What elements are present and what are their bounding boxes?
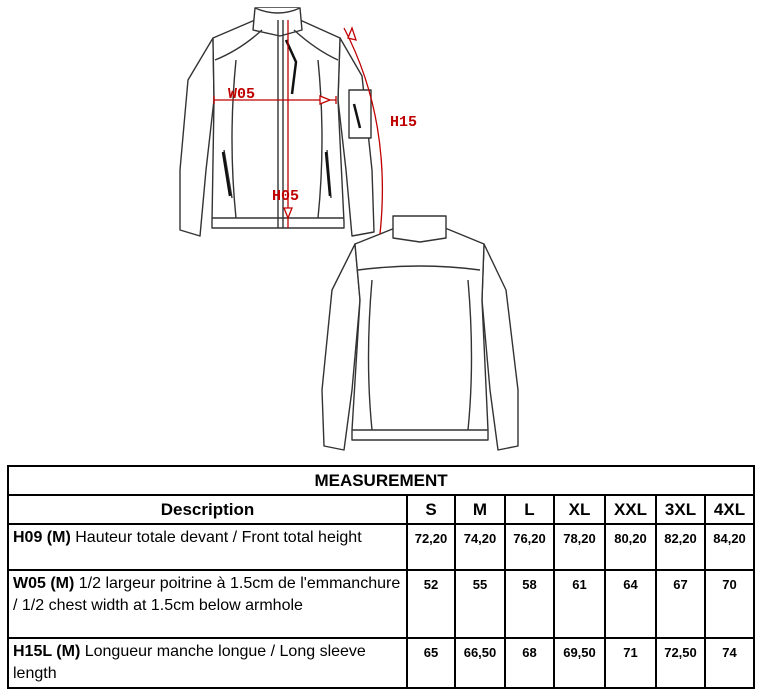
table-row	[8, 570, 754, 638]
row-text: 1/2 largeur poitrine à 1.5cm de l'emmanchure / 1/2 chest width at 1.5cm below armhole	[13, 575, 401, 614]
size-header: 4XL	[705, 495, 754, 524]
table-cell: 65	[407, 638, 455, 688]
row-description	[8, 570, 407, 638]
table-cell: 61	[554, 570, 605, 638]
table-cell: 72,50	[656, 638, 705, 688]
table-cell: 58	[505, 570, 554, 638]
table-cell: 80,20	[605, 524, 656, 570]
table-cell: 84,20	[705, 524, 754, 570]
table-cell: 64	[605, 570, 656, 638]
description-header: Description	[8, 495, 407, 524]
table-row	[8, 638, 754, 688]
row-description	[8, 524, 407, 570]
table-cell: 76,20	[505, 524, 554, 570]
header-row	[8, 495, 754, 524]
row-description	[8, 638, 407, 688]
row-text: Hauteur totale devant / Front total height	[75, 529, 362, 546]
table-cell: 55	[455, 570, 505, 638]
table-cell: 78,20	[554, 524, 605, 570]
table-cell: 74	[705, 638, 754, 688]
table-cell: 67	[656, 570, 705, 638]
row-code: H09 (M)	[13, 529, 71, 546]
dimension-label-w05: W05	[228, 86, 256, 103]
size-header: L	[505, 495, 554, 524]
table-cell: 68	[505, 638, 554, 688]
measurement-table	[7, 465, 755, 689]
table-cell: 69,50	[554, 638, 605, 688]
dimension-label-h05: H05	[272, 188, 300, 205]
size-header: XL	[554, 495, 605, 524]
table-cell: 70	[705, 570, 754, 638]
size-header: 3XL	[656, 495, 705, 524]
row-text: Longueur manche longue / Long sleeve length	[13, 643, 366, 682]
size-header: S	[407, 495, 455, 524]
dimension-label-h15: H15	[390, 114, 418, 131]
row-code: H15L (M)	[13, 643, 81, 660]
table-cell: 66,50	[455, 638, 505, 688]
table-title: MEASUREMENT	[8, 466, 754, 495]
table-cell: 71	[605, 638, 656, 688]
table-row	[8, 524, 754, 570]
table-cell: 74,20	[455, 524, 505, 570]
table-cell: 72,20	[407, 524, 455, 570]
back-jacket	[322, 216, 518, 450]
row-code: W05 (M)	[13, 575, 75, 592]
size-header: M	[455, 495, 505, 524]
table-cell: 82,20	[656, 524, 705, 570]
size-header: XXL	[605, 495, 656, 524]
table-cell: 52	[407, 570, 455, 638]
